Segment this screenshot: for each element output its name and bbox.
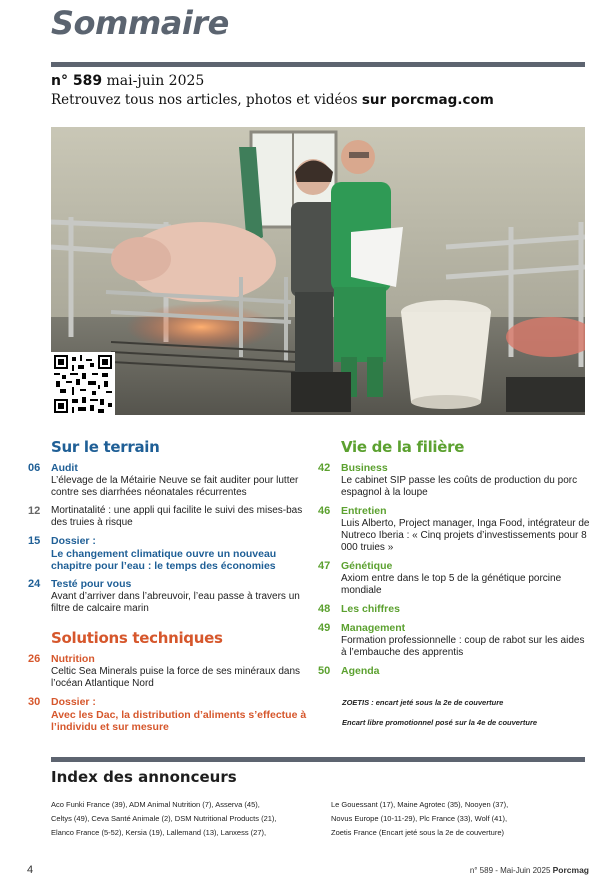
advertiser-line: Elanco France (5-52), Kersia (19), Lallemand (13), Lanxess (27),: [51, 828, 267, 837]
toc-entry-chiffres[interactable]: [318, 603, 590, 616]
title-rule: [51, 62, 585, 67]
page-number: 47: [318, 560, 331, 572]
index-title: Index des annonceurs: [51, 768, 237, 786]
toc-left-column: [28, 438, 318, 733]
toc-right-column: [318, 438, 590, 678]
page-folio: 4: [27, 864, 34, 876]
entry-headline: Le changement climatique ouvre un nouveau chapitre pour l’eau : le temps des économies: [51, 548, 277, 572]
toc-entry-entretien[interactable]: [318, 505, 590, 554]
entry-rubric: Testé pour vous: [51, 578, 132, 590]
page-number: 06: [28, 462, 41, 474]
entry-description: Avant d’arriver dans l’abreuvoir, l’eau passe à travers un filtre de calcaire marin: [51, 591, 300, 614]
toc-entry-audit[interactable]: [28, 462, 318, 499]
entry-rubric: Dossier :: [51, 535, 96, 547]
page-number: 49: [318, 622, 331, 634]
entry-rubric: Business: [341, 462, 388, 474]
tagline: [51, 92, 494, 108]
issue-date: mai-juin 2025: [106, 73, 205, 89]
page-number: 24: [28, 578, 41, 590]
toc-entry-teste[interactable]: [28, 578, 318, 615]
entry-description: Mortinatalité : une appli qui facilite le suivi des mises-bas des truies à risque: [51, 505, 303, 528]
entry-rubric: Génétique: [341, 560, 393, 572]
advertiser-line: Zoetis France (Encart jeté sous la 2e de couverture): [331, 828, 504, 837]
qr-code-icon: [54, 355, 112, 413]
advertiser-index-right: [331, 798, 593, 840]
cover-photo: [51, 127, 585, 415]
advertiser-line: Le Gouessant (17), Maine Agrotec (35), Nooyen (37),: [331, 800, 509, 809]
entry-description: Le cabinet SIP passe les coûts de production du porc espagnol à la loupe: [341, 475, 578, 498]
entry-description: Formation professionnelle : coup de rabot sur les aides à l’embauche des apprentis: [341, 635, 585, 658]
entry-rubric: Dossier :: [51, 696, 96, 708]
insert-note: Encart libre promotionnel posé sur la 4e de couverture: [342, 718, 538, 727]
entry-rubric: Nutrition: [51, 653, 95, 665]
footer-credit: [470, 865, 589, 875]
toc-entry-business[interactable]: [318, 462, 590, 499]
footer-brand: Porcmag: [552, 865, 589, 875]
toc-entry-genetique[interactable]: [318, 560, 590, 597]
cover-photo-illustration: [51, 127, 585, 415]
page-title: Sommaire: [51, 4, 229, 42]
entry-description: L’élevage de la Métairie Neuve se fait auditer pour lutter contre ses diarrhées néonatales récurrentes: [51, 475, 299, 498]
entry-description: Luis Alberto, Project manager, Inga Food, intégrateur de Nutreco Iberia : « Cinq projets d’investissements pour 8 000 truies »: [341, 518, 590, 553]
index-rule: [51, 757, 585, 762]
page-number: 42: [318, 462, 331, 474]
advertiser-index-left: [51, 798, 321, 840]
qr-code[interactable]: [51, 352, 115, 416]
page-number: 48: [318, 603, 331, 615]
entry-headline: Avec les Dac, la distribution d’aliments s’effectue à l’individu et sur mesure: [51, 709, 307, 733]
toc-entry-dossier-eau[interactable]: [28, 535, 318, 572]
entry-description: Celtic Sea Minerals puise la force de ses minéraux dans l’océan Atlantique Nord: [51, 666, 301, 689]
insert-note: ZOETIS : encart jeté sous la 2e de couverture: [342, 698, 504, 707]
page-number: 15: [28, 535, 41, 547]
entry-rubric: Audit: [51, 462, 78, 474]
entry-description: Axiom entre dans le top 5 de la génétique porcine mondiale: [341, 573, 562, 596]
page-number: 46: [318, 505, 331, 517]
entry-rubric: Les chiffres: [341, 603, 400, 615]
entry-rubric: Agenda: [341, 665, 380, 677]
page-number: 30: [28, 696, 41, 708]
toc-entry-management[interactable]: [318, 622, 590, 659]
page-number: 12: [28, 505, 41, 517]
entry-rubric: Management: [341, 622, 406, 634]
section-title-solutions: Solutions techniques: [51, 629, 223, 647]
section-title-terrain: Sur le terrain: [51, 438, 160, 456]
toc-entry-agenda[interactable]: [318, 665, 590, 678]
tagline-prefix: Retrouvez tous nos articles, photos et vidéos: [51, 92, 358, 108]
advertiser-line: Celtys (49), Ceva Santé Animale (2), DSM Nutritional Products (21),: [51, 814, 277, 823]
entry-rubric: Entretien: [341, 505, 387, 517]
page-number: 26: [28, 653, 41, 665]
toc-entry-dossier-dac[interactable]: [28, 696, 318, 733]
section-title-filiere: Vie de la filière: [341, 438, 465, 456]
toc-entry-nutrition[interactable]: [28, 653, 318, 690]
footer-issue: n° 589 - Mai-Juin 2025: [469, 866, 551, 875]
issue-number: n° 589: [51, 73, 103, 89]
toc-entry-mortinatalite[interactable]: [28, 505, 318, 529]
issue-line: [51, 73, 204, 89]
page-number: 50: [318, 665, 331, 677]
advertiser-line: Novus Europe (10-11-29), Plc France (33), Wolf (41),: [331, 814, 508, 823]
advertiser-line: Aco Funki France (39), ADM Animal Nutrition (7), Asserva (45),: [51, 800, 260, 809]
tagline-site-link[interactable]: sur porcmag.com: [361, 92, 494, 108]
insert-notes: [342, 697, 590, 728]
